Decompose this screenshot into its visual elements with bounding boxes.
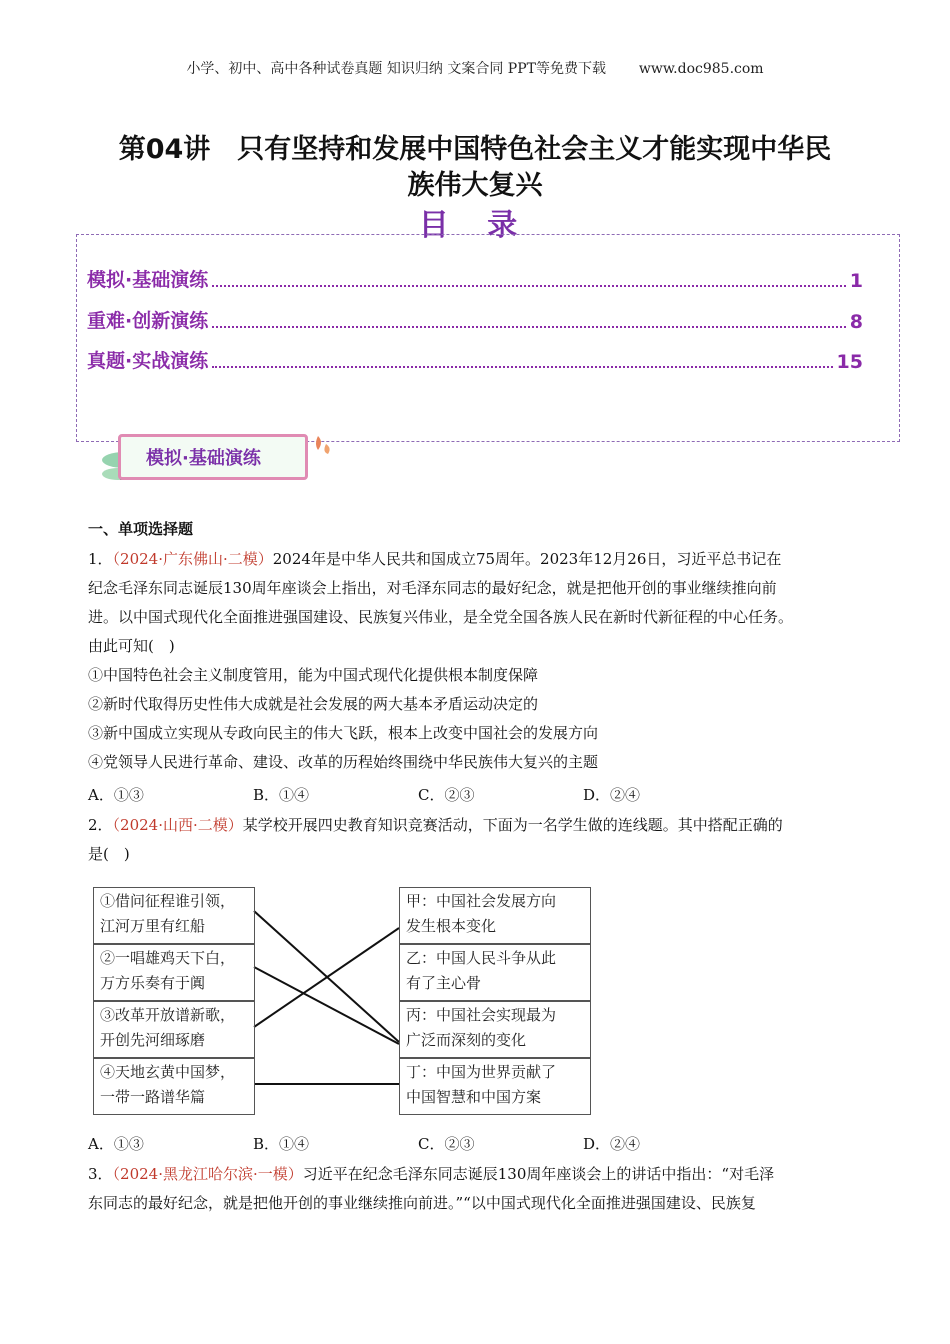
section-badge: [96, 430, 336, 490]
lecture-title: [60, 132, 890, 204]
toc-item-page: 1: [849, 270, 863, 292]
toc-leader-dots: [212, 366, 832, 368]
q1-line-3: 进。以中国式现代化全面推进强国建设、民族复兴伟业，是全党全国各族人民在新时代新征程的中心任务。: [88, 608, 794, 626]
match-left-3: [93, 1001, 255, 1058]
match-left-2: [93, 944, 255, 1001]
toc-item-page: 15: [836, 351, 863, 373]
part-title: 一、单项选择题: [88, 520, 194, 538]
match-left-3-line-1: ③改革开放谱新歌，: [100, 1006, 236, 1024]
match-right-4-line-1: 丁：中国为世界贡献了: [406, 1063, 557, 1081]
q1-source: （2024·广东佛山·二模）: [112, 550, 273, 568]
q2-option-b[interactable]: B．①④: [253, 1135, 310, 1153]
toc-item-basic[interactable]: [87, 265, 863, 292]
q1-option-d[interactable]: D．②④: [583, 786, 641, 804]
match-right-1-line-2: 发生根本变化: [406, 917, 497, 935]
q3-line-1: 习近平在纪念毛泽东同志诞辰130周年座谈会上的讲话中指出：“对毛泽: [302, 1165, 775, 1183]
match-left-3-line-2: 开创先河细琢磨: [100, 1031, 206, 1049]
match-line-2: [254, 967, 399, 1044]
q1-statement-4: ④党领导人民进行革命、建设、改革的历程始终围绕中华民族伟大复兴的主题: [88, 753, 599, 771]
match-right-1: [399, 887, 591, 944]
toc-leader-dots: [212, 326, 846, 328]
match-right-2: [399, 944, 591, 1001]
match-right-3-line-1: 丙：中国社会实现最为: [406, 1006, 557, 1024]
q1-line-4: 由此可知( ): [88, 637, 175, 655]
match-right-1-line-1: 甲：中国社会发展方向: [406, 892, 557, 910]
q3-number: 3．: [88, 1165, 113, 1183]
match-left-4-line-2: 一带一路谱华篇: [100, 1088, 206, 1106]
header-left-text: 小学、初中、高中各种试卷真题 知识归纳 文案合同 PPT等免费下载: [186, 61, 606, 77]
q1-option-c[interactable]: C．②③: [418, 786, 475, 804]
match-left-2-line-1: ②一唱雄鸡天下白，: [100, 949, 236, 967]
q2-options: [88, 1133, 868, 1154]
match-left-2-line-2: 万方乐奏有于阗: [100, 974, 206, 992]
q1-option-b[interactable]: B．①④: [253, 786, 310, 804]
q3-source: （2024·黑龙江哈尔滨·一模）: [112, 1165, 303, 1183]
match-right-4-line-2: 中国智慧和中国方案: [406, 1088, 542, 1106]
q2-source: （2024·山西·二模）: [112, 816, 243, 834]
table-of-contents: [76, 234, 900, 442]
q1-statement-1: ①中国特色社会主义制度管用，能为中国式现代化提供根本制度保障: [88, 666, 539, 684]
title-line-1: 第04讲 只有坚持和发展中国特色社会主义才能实现中华民: [118, 134, 832, 165]
toc-item-real-exam[interactable]: [87, 346, 863, 373]
match-left-1-line-2: 江河万里有红船: [100, 917, 206, 935]
toc-item-page: 8: [849, 311, 863, 333]
match-left-1: [93, 887, 255, 944]
match-right-3: [399, 1001, 591, 1058]
match-right-2-line-1: 乙：中国人民斗争从此: [406, 949, 557, 967]
q2-option-c[interactable]: C．②③: [418, 1135, 475, 1153]
toc-item-label: 模拟·基础演练: [87, 269, 209, 291]
page-header: [0, 58, 950, 78]
q1-line-1: 2024年是中华人民共和国成立75周年。2023年12月26日，习近平总书记在: [272, 550, 782, 568]
question-3: [88, 1160, 868, 1218]
q1-options: [88, 784, 868, 805]
q1-statement-2: ②新时代取得历史性伟大成就是社会发展的两大基本矛盾运动决定的: [88, 695, 539, 713]
q1-line-2: 纪念毛泽东同志诞辰130周年座谈会上指出，对毛泽东同志的最好纪念，就是把他开创的事业继续推向前: [88, 579, 777, 597]
match-right-3-line-2: 广泛而深刻的变化: [406, 1031, 527, 1049]
match-line-1: [254, 911, 399, 1042]
q1-number: 1．: [88, 550, 113, 568]
q2-line-2: 是( ): [88, 845, 130, 863]
q2-option-d[interactable]: D．②④: [583, 1135, 641, 1153]
section-badge-label: 模拟·基础演练: [146, 448, 261, 469]
q3-line-2: 东同志的最好纪念，就是把他开创的事业继续推向前进。”“以中国式现代化全面推进强国建设、民族复: [88, 1194, 756, 1212]
match-left-1-line-1: ①借问征程谁引领，: [100, 892, 236, 910]
toc-item-label: 重难·创新演练: [87, 310, 209, 332]
match-right-4: [399, 1058, 591, 1115]
match-right-2-line-2: 有了主心骨: [406, 974, 482, 992]
match-left-4: [93, 1058, 255, 1115]
q1-statement-3: ③新中国成立实现从专政向民主的伟大飞跃，根本上改变中国社会的发展方向: [88, 724, 599, 742]
toc-leader-dots: [212, 285, 846, 287]
match-left-4-line-1: ④天地玄黄中国梦，: [100, 1063, 236, 1081]
match-line-3: [254, 928, 399, 1027]
toc-item-advanced[interactable]: [87, 306, 863, 333]
q2-option-a[interactable]: A．①③: [88, 1135, 144, 1153]
q1-option-a[interactable]: A．①③: [88, 786, 144, 804]
toc-item-label: 真题·实战演练: [87, 350, 209, 372]
q2-line-1: 某学校开展四史教育知识竞赛活动，下面为一名学生做的连线题。其中搭配正确的: [242, 816, 783, 834]
question-1: [88, 545, 868, 777]
header-website[interactable]: www.doc985.com: [638, 61, 764, 77]
question-2: [88, 811, 868, 869]
title-line-2: 族伟大复兴: [407, 170, 543, 201]
toc-heading: 目 录: [418, 208, 532, 243]
q2-number: 2．: [88, 816, 113, 834]
